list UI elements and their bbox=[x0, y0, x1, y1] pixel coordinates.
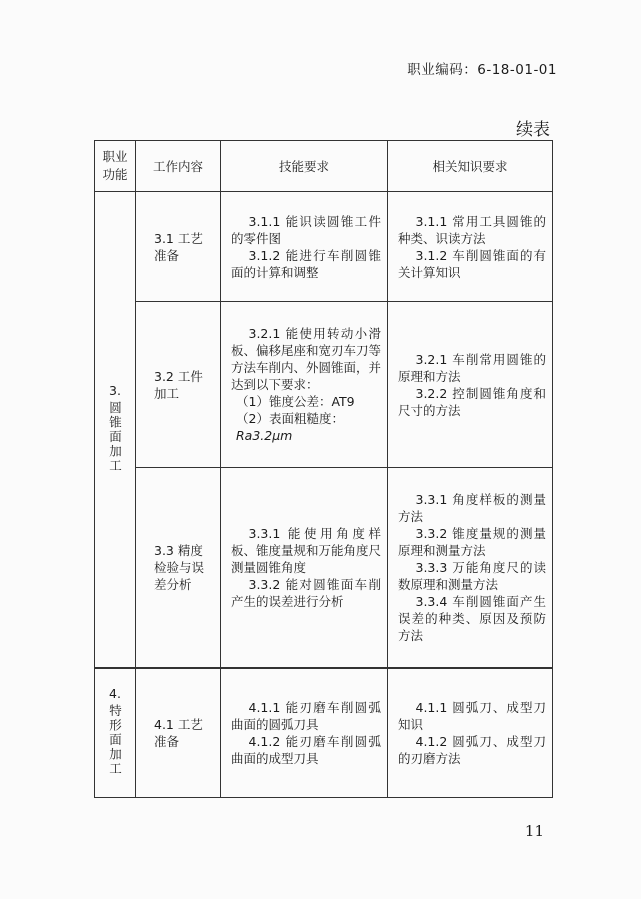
occupation-code: 职业编码：6-18-01-01 bbox=[407, 62, 557, 78]
function-cell-4 bbox=[95, 668, 136, 798]
skills-table bbox=[94, 140, 553, 798]
skill-item: 3.3.1 能使用角度样板、锥度量规和万能角度尺测量圆锥角度 bbox=[231, 525, 382, 575]
knowledge-item: 3.2.2 控制圆锥角度和尺寸的方法 bbox=[398, 385, 546, 418]
table-row bbox=[95, 302, 553, 468]
table-row bbox=[95, 668, 553, 798]
knowledge-item: 3.3.4 车削圆锥面产生误差的种类、原因及预防方法 bbox=[398, 593, 546, 643]
header-knowledge: 相关知识要求 bbox=[388, 141, 553, 192]
knowledge-item: 3.1.2 车削圆锥面的有关计算知识 bbox=[398, 247, 546, 280]
skill-item: 3.1.1 能识读圆锥工件的零件图 bbox=[231, 213, 381, 246]
function-number: 3. bbox=[109, 382, 121, 398]
header-function: 职业功能 bbox=[95, 141, 136, 192]
knowledge-item: 3.3.3 万能角度尺的读数原理和测量方法 bbox=[398, 559, 546, 592]
work-content: 4.1 工艺准备 bbox=[136, 668, 221, 798]
knowledge-item: 3.2.1 车削常用圆锥的原理和方法 bbox=[398, 351, 546, 384]
skill-item: 4.1.1 能刃磨车削圆弧曲面的圆弧刀具 bbox=[231, 699, 381, 732]
skill-item: 3.1.2 能进行车削圆锥面的计算和调整 bbox=[231, 247, 381, 280]
skill-item: （2）表面粗糙度： bbox=[236, 411, 344, 426]
continued-label: 续表 bbox=[516, 120, 550, 140]
knowledge-cell bbox=[388, 302, 553, 468]
function-name: 特形面加工 bbox=[107, 704, 123, 777]
work-content: 3.1 工艺准备 bbox=[136, 192, 221, 302]
skill-item: （1）锥度公差：AT9 bbox=[236, 394, 355, 409]
knowledge-item: 3.3.1 角度样板的测量方法 bbox=[398, 491, 546, 524]
work-content: 3.3 精度检验与误差分析 bbox=[136, 468, 221, 668]
skill-cell bbox=[221, 468, 388, 668]
work-content: 3.2 工件加工 bbox=[136, 302, 221, 468]
skill-cell bbox=[221, 668, 388, 798]
header-content: 工作内容 bbox=[136, 141, 221, 192]
header-skills: 技能要求 bbox=[221, 141, 388, 192]
function-cell-3 bbox=[95, 192, 136, 668]
knowledge-item: 3.1.1 常用工具圆锥的种类、识读方法 bbox=[398, 213, 546, 246]
skill-item: 3.2.1 能使用转动小滑板、偏移尾座和宽刃车刀等方法车削内、外圆锥面，并达到以下要求： bbox=[231, 326, 382, 392]
table-row bbox=[95, 468, 553, 668]
table-row bbox=[95, 192, 553, 302]
knowledge-cell bbox=[388, 468, 553, 668]
function-name: 圆锥面加工 bbox=[107, 400, 123, 473]
skill-item: Ra3.2μm bbox=[236, 428, 293, 443]
table-header-row bbox=[95, 141, 553, 192]
knowledge-item: 3.3.2 锥度量规的测量原理和测量方法 bbox=[398, 525, 546, 558]
page-number: 11 bbox=[524, 822, 544, 840]
skill-cell bbox=[221, 192, 388, 302]
knowledge-cell bbox=[388, 192, 553, 302]
function-number: 4. bbox=[109, 686, 121, 701]
skill-cell bbox=[221, 302, 388, 468]
knowledge-item: 4.1.1 圆弧刀、成型刀知识 bbox=[398, 699, 546, 732]
skill-item: 4.1.2 能刃磨车削圆弧曲面的成型刀具 bbox=[231, 733, 381, 766]
knowledge-item: 4.1.2 圆弧刀、成型刀的刃磨方法 bbox=[398, 733, 546, 766]
knowledge-cell bbox=[388, 668, 553, 798]
skill-item: 3.3.2 能对圆锥面车削产生的误差进行分析 bbox=[231, 576, 381, 609]
